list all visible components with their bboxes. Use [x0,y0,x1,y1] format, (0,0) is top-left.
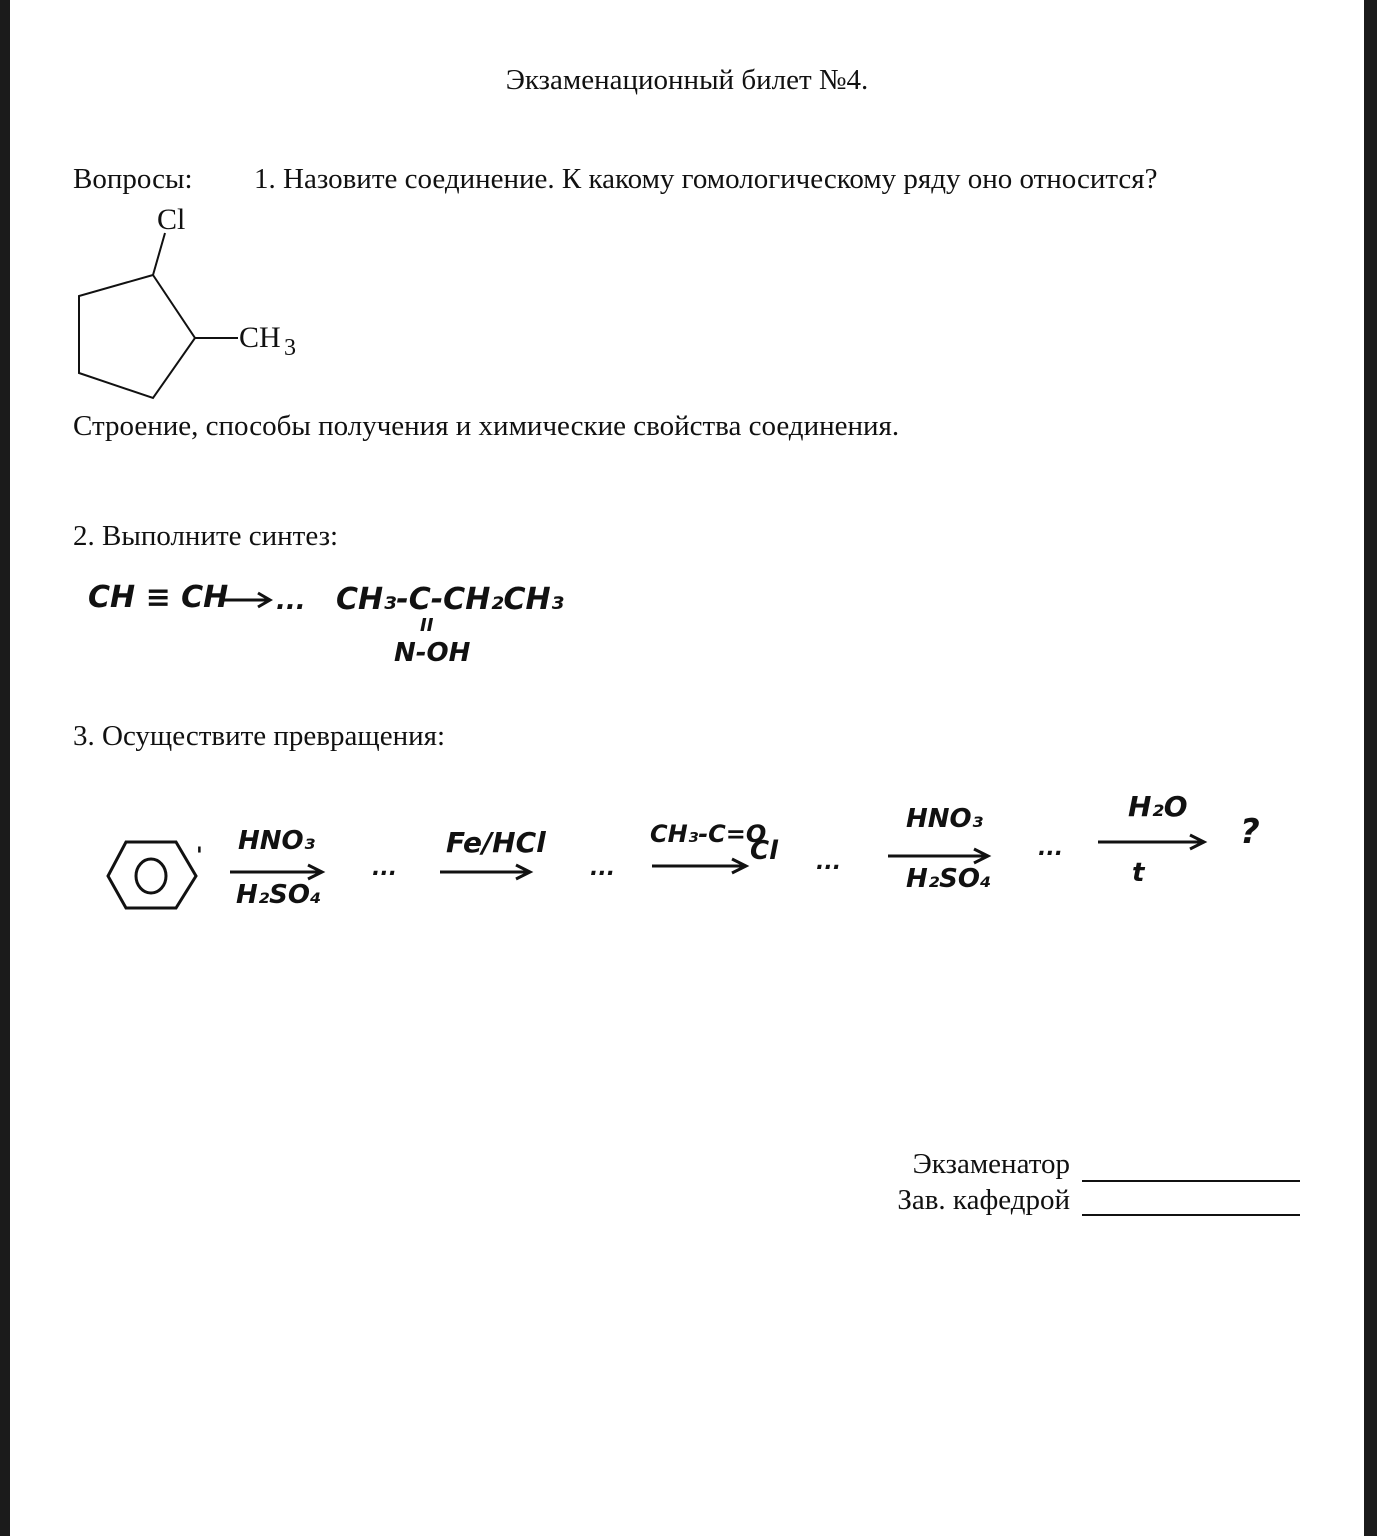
dots-4: ... [1038,836,1064,861]
step-5-arrow-icon [1096,832,1212,852]
question-3-text: 3. Осуществите превращения: [73,720,446,752]
question-1-text: 1. Назовите соединение. К какому гомологическому ряду оно относится? [254,163,1158,195]
head-of-department-label: Зав. кафедрой [897,1184,1070,1216]
synthesis-dots: ... [276,586,306,616]
cyclopentane-structure [10,195,350,405]
synthesis-start: CH ≡ CH [88,580,229,615]
synthesis-arrow-icon [222,590,274,610]
chlorine-label: Cl [157,203,186,236]
benzene-icon [104,836,204,916]
step-1-arrow-icon [228,862,328,882]
exam-ticket-page [10,0,1364,1536]
questions-label: Вопросы: [73,163,193,195]
head-signature-line [1082,1214,1300,1216]
synthesis-product: CH₃-C-CH₂CH₃ [336,582,564,617]
benzene-mark: ' [196,844,203,869]
step-4-arrow-icon [886,846,996,866]
examiner-label: Экзаменатор [912,1148,1070,1180]
step-3-above: CH₃-C=O [650,820,767,848]
step-5-above: H₂O [1128,790,1188,823]
methyl-label: CH [239,321,281,354]
step-3-arrow-icon [650,856,754,876]
page-title: Экзаменационный билет №4. [505,64,869,96]
step-1-below: H₂SO₄ [236,880,322,910]
step-3-below: Cl [750,836,778,866]
step-2-arrow-icon [438,862,538,882]
synthesis-double-bond: II [420,615,434,636]
examiner-signature-line [1082,1180,1300,1182]
final-product-unknown: ? [1240,812,1260,852]
step-1-above: HNO₃ [238,826,316,856]
dots-1: ... [372,856,398,881]
dots-3: ... [816,850,842,875]
methyl-subscript: 3 [284,335,296,361]
step-4-above: HNO₃ [906,804,984,834]
question-1-subtext: Строение, способы получения и химические свойства соединения. [73,410,900,442]
step-2-above: Fe/HCl [446,826,546,859]
step-5-below: t [1132,858,1145,888]
cl-bond [153,233,165,275]
ring-bonds [79,275,195,398]
window-edge [1364,0,1377,1536]
synthesis-oxime-group: N-OH [394,638,471,668]
dots-2: ... [590,856,616,881]
question-2-text: 2. Выполните синтез: [73,520,339,552]
step-4-below: H₂SO₄ [906,864,992,894]
